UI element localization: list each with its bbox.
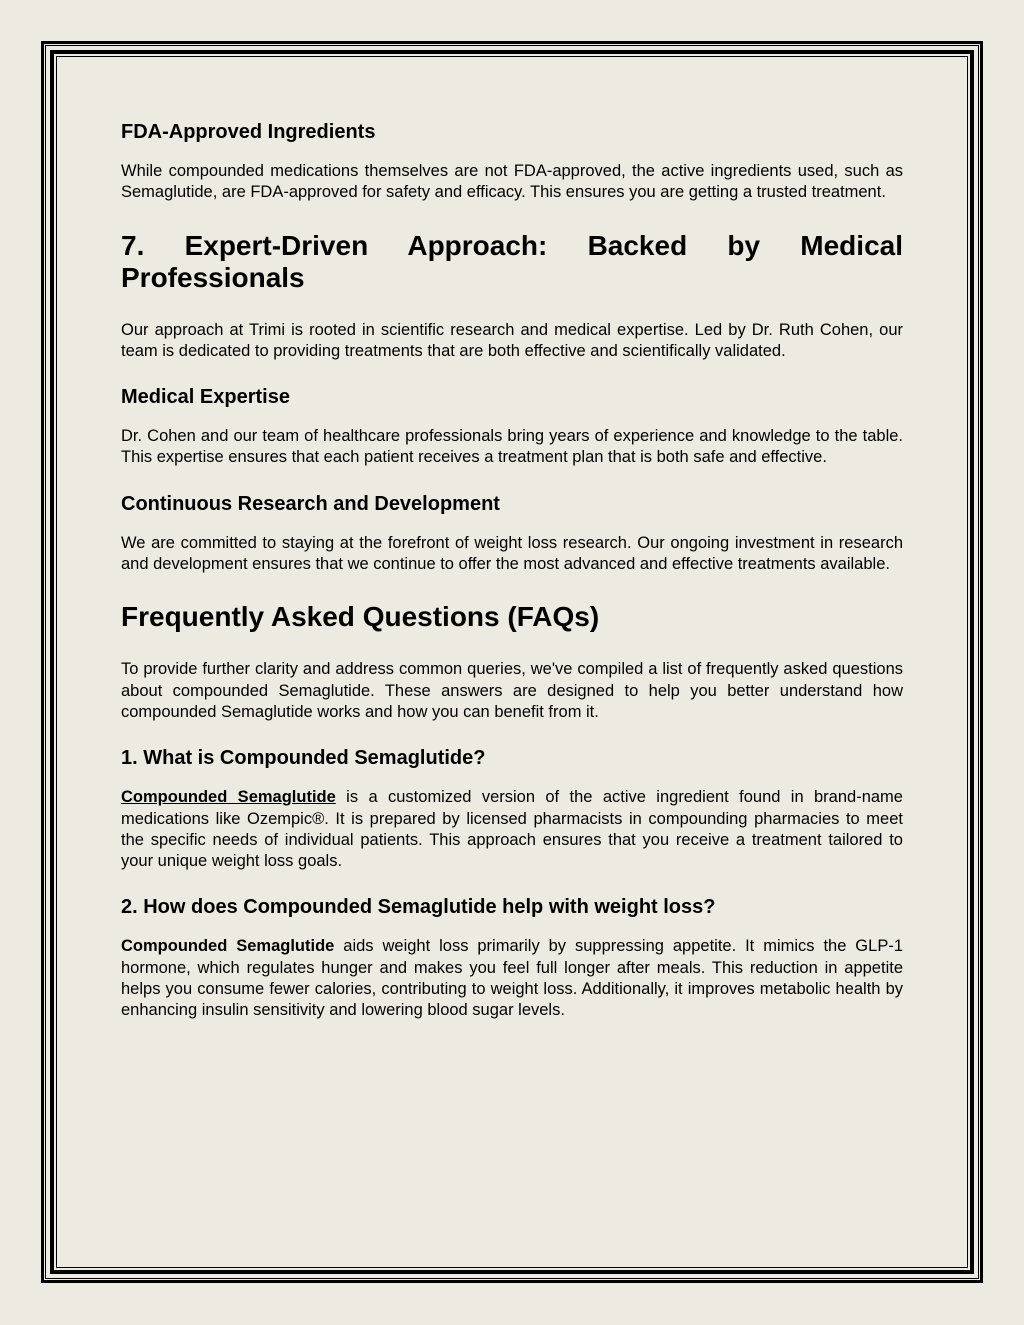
research-paragraph: We are committed to staying at the forefront of weight loss research. Our ongoing investment in research and development ensures that we continue to offer the most advanced and effective treatments available. [121,533,903,574]
fda-heading: FDA-Approved Ingredients [121,121,376,143]
faq-answer-2-text: aids weight loss primarily by suppressing appetite. It mimics the GLP-1 hormone, which regulates hunger and makes you feel full longer after meals. This reduction in appetite helps you consume fewer calories, contributing to weight loss. Additionally, it improves metabolic health by enhancing insulin sensitivity and lowering blood sugar levels. [121,937,903,1020]
faq-answer-2-paragraph [121,936,903,1021]
faq-heading: Frequently Asked Questions (FAQs) [121,601,600,633]
faq-answer-1-paragraph [121,787,903,872]
medical-expertise-paragraph: Dr. Cohen and our team of healthcare professionals bring years of experience and knowledge to the table. This expertise ensures that each patient receives a treatment plan that is both safe and effective. [121,427,903,467]
expert-heading: 7. Expert-Driven Approach: Backed by Medical Professionals [121,229,903,293]
faq-question-1-heading: 1. What is Compounded Semaglutide? [121,747,486,770]
medical-expertise-heading: Medical Expertise [121,386,290,409]
document-content [121,118,903,1022]
faq-answer-2-bold-term: Compounded Semaglutide [121,937,335,956]
faq-question-2-heading: 2. How does Compounded Semaglutide help with weight loss? [121,896,716,919]
faq-answer-1-text: is a customized version of the active ingredient found in brand-name medications like Ozempic®. It is prepared by licensed pharmacists in compounding pharmacies to meet the specific needs of individual patients. This approach ensures that you receive a treatment tailored to your unique weight loss goals. [121,788,903,871]
expert-paragraph: Our approach at Trimi is rooted in scientific research and medical expertise. Led by Dr. Ruth Cohen, our team is dedicated to providing treatments that are both effective and scientifically validated. [121,320,903,360]
faq-intro-paragraph: To provide further clarity and address common queries, we've compiled a list of frequently asked questions about compounded Semaglutide. These answers are designed to help you better understand how compounded Semaglutide works and how you can benefit from it. [121,660,903,721]
fda-paragraph: While compounded medications themselves are not FDA-approved, the active ingredients used, such as Semaglutide, are FDA-approved for safety and efficacy. This ensures you are getting a trusted treatment. [121,162,903,202]
research-heading: Continuous Research and Development [121,492,500,515]
compounded-semaglutide-link[interactable]: Compounded Semaglutide [121,788,336,807]
